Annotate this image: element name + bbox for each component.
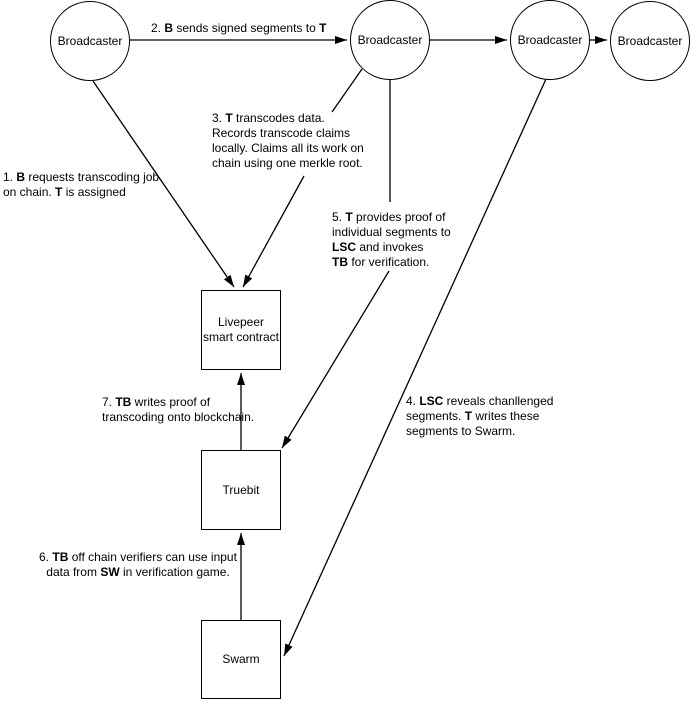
edge-broadcaster2-to-lsc-lower-segment — [243, 176, 304, 287]
node-broadcaster-2 — [350, 0, 430, 80]
annotation-step7: 7. TB writes proof of transcoding onto blockchain. — [102, 395, 255, 424]
node-broadcaster-2-label: Broadcaster — [357, 32, 423, 47]
annotation-step5: 5. T provides proof of individual segments to LSC and invokes TB for verification. — [332, 210, 451, 269]
annotation-step2: 2. B sends signed segments to T — [151, 21, 327, 35]
node-truebit-label: Truebit — [222, 482, 260, 497]
edge-broadcaster2-to-truebit-lower-segment — [282, 271, 389, 448]
edge-broadcaster2-to-lsc-upper-segment — [332, 69, 362, 112]
node-broadcaster-1 — [50, 1, 130, 81]
node-broadcaster-4 — [610, 1, 690, 81]
node-swarm-label: Swarm — [222, 652, 260, 666]
node-swarm — [201, 620, 281, 699]
node-livepeer-smart-contract — [201, 290, 281, 370]
node-livepeer-smart-contract-label: Livepeer smart contract — [202, 315, 280, 344]
node-truebit — [201, 450, 281, 530]
node-broadcaster-3-label: Broadcaster — [517, 32, 583, 47]
node-broadcaster-3 — [510, 0, 590, 80]
node-broadcaster-4-label: Broadcaster — [617, 33, 683, 48]
annotation-step6: 6. TB off chain verifiers can use input data from SW in verification game. — [39, 550, 237, 579]
annotation-step4: 4. LSC reveals chanllenged segments. T writes these segments to Swarm. — [406, 394, 554, 438]
node-broadcaster-1-label: Broadcaster — [57, 33, 123, 48]
annotation-step1: 1. B requests transcoding job on chain. T is assigned — [3, 170, 160, 199]
annotation-step3: 3. T transcodes data. Records transcode claims locally. Claims all its work on chain using one merkle root. — [212, 111, 364, 170]
